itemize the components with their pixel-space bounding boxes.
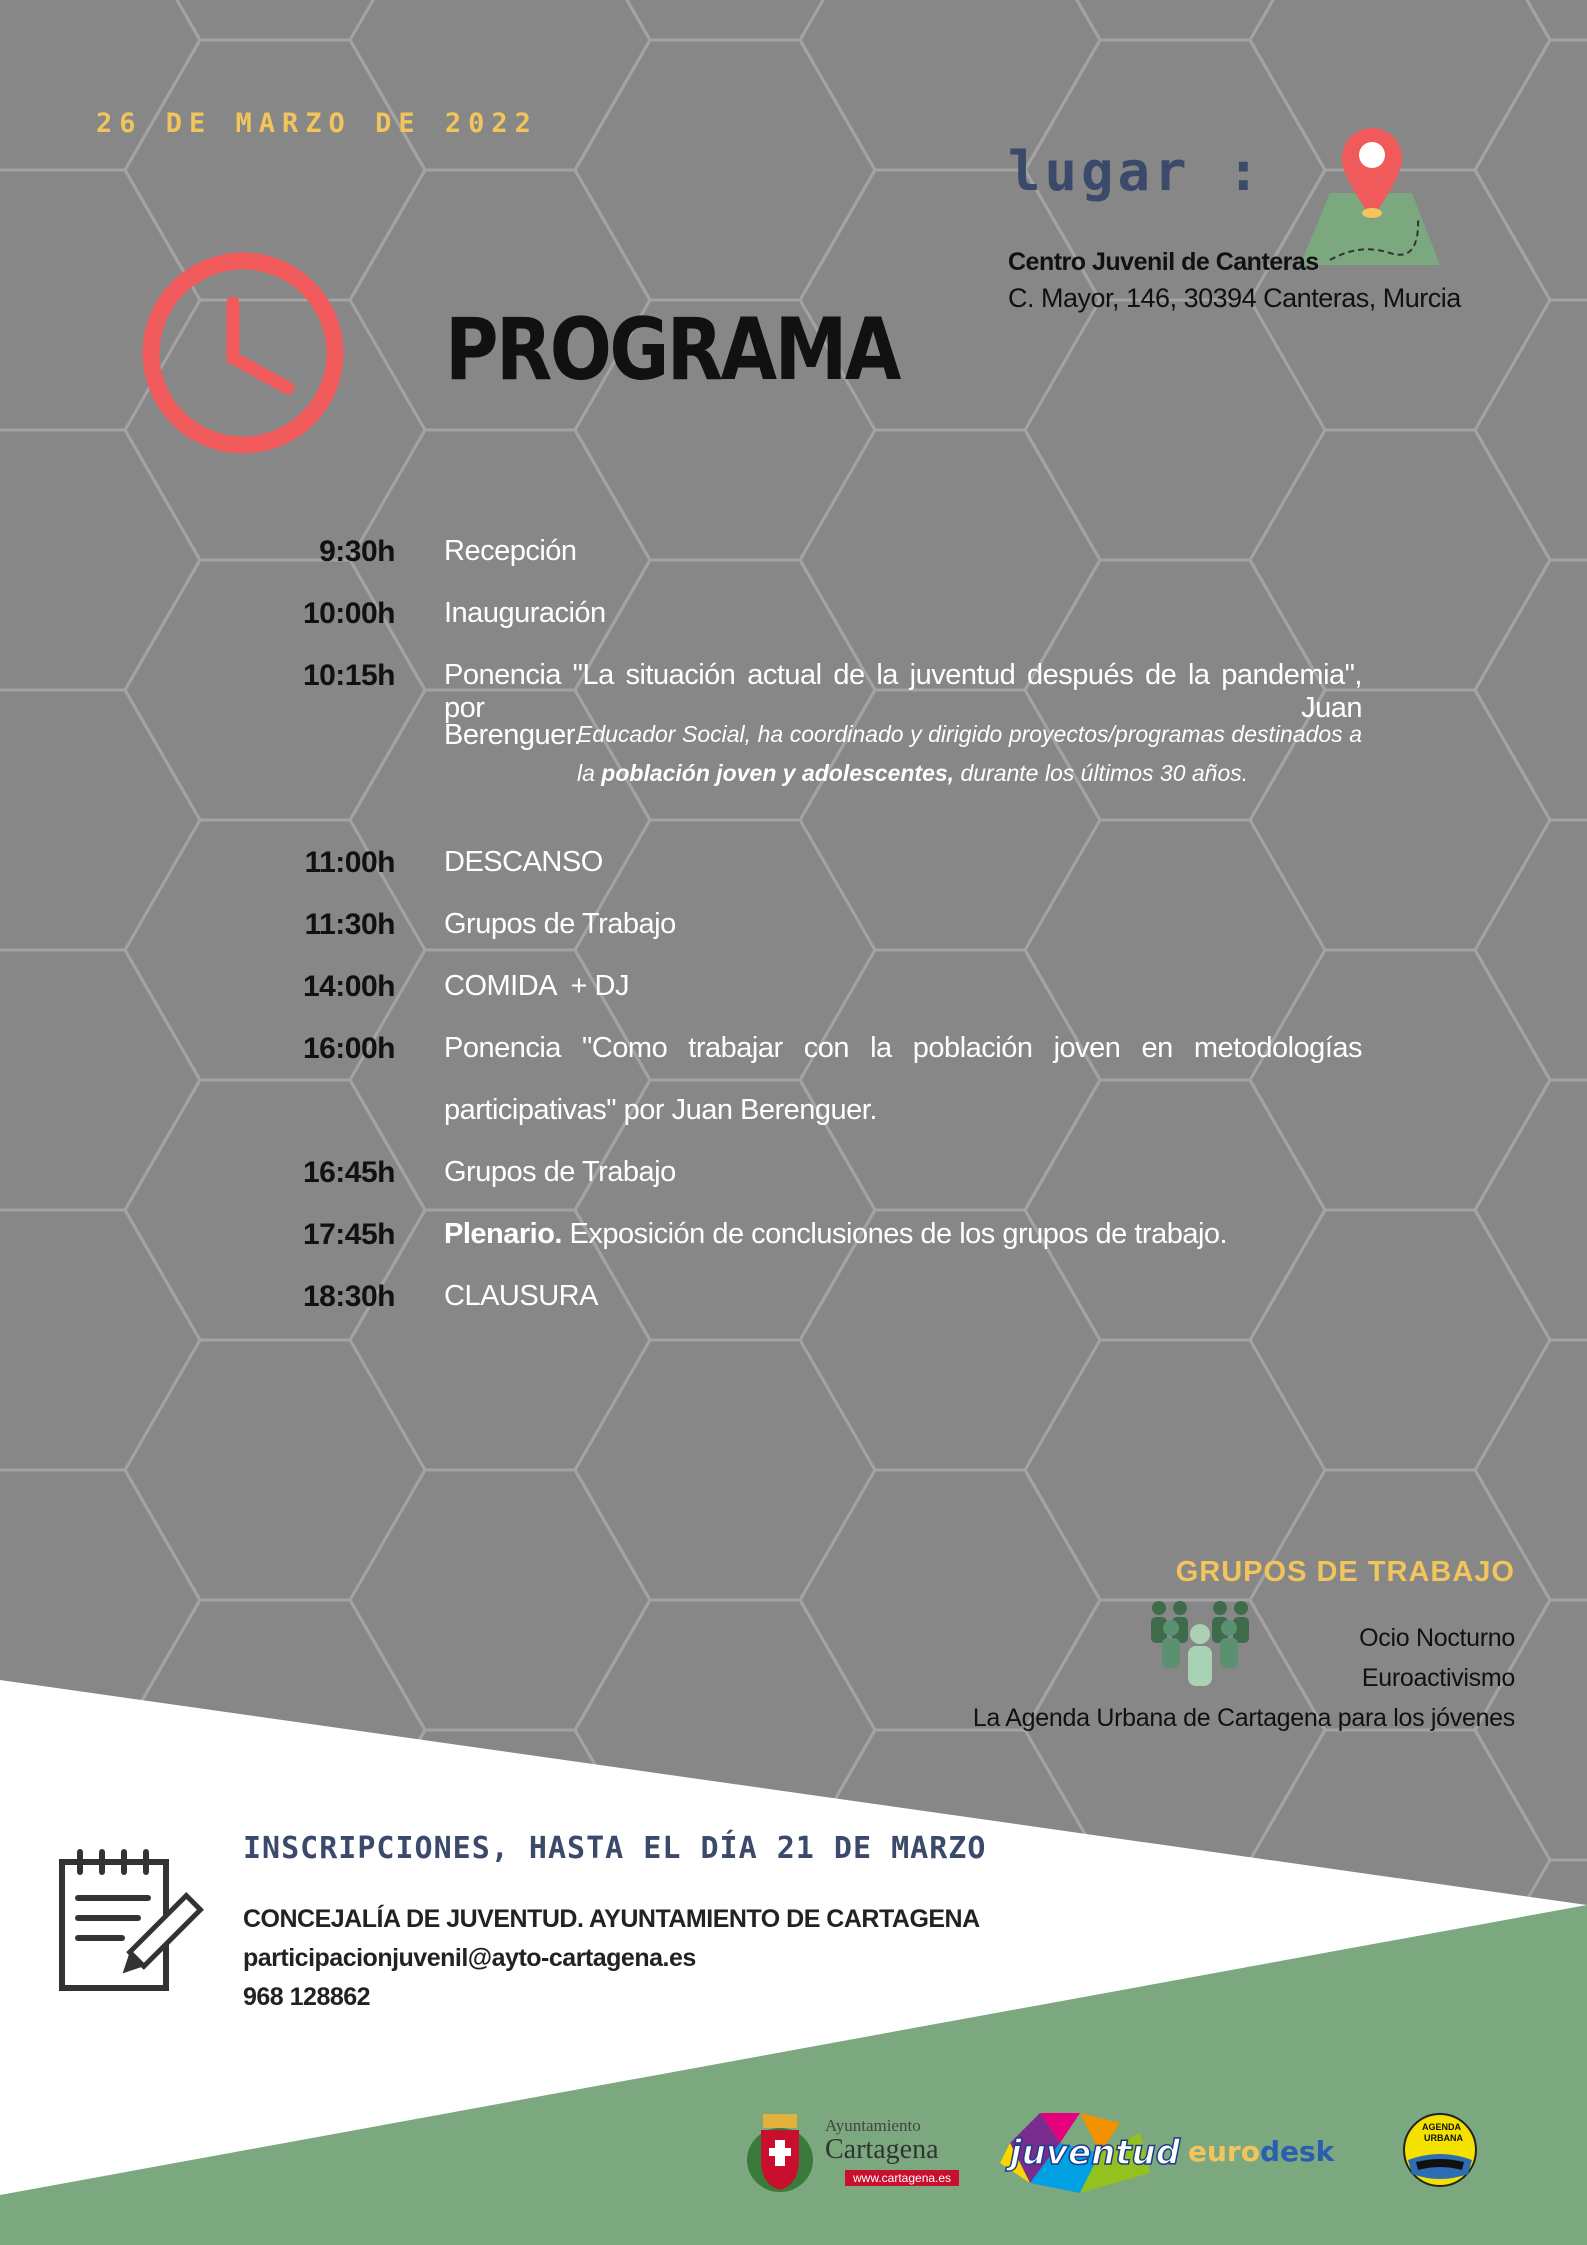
item-7: Grupos de Trabajo [444, 1156, 676, 1188]
item-9: CLAUSURA [444, 1280, 598, 1312]
grupo-item-1: Euroactivismo [1361, 1664, 1515, 1692]
item-2: Ponencia "La situación actual de la juventud después de la pandemia", por Juan [444, 659, 1362, 724]
item-2-cont: Berenguer. [444, 719, 581, 751]
time-5: 14:00h [302, 970, 395, 1003]
contact-phone: 968 128862 [243, 1983, 371, 2011]
grupo-item-2: La Agenda Urbana de Cartagena para los jóvenes [972, 1704, 1515, 1732]
contact-email[interactable]: participacionjuvenil@ayto-cartagena.es [243, 1944, 696, 1972]
lugar-title: lugar : [1008, 140, 1264, 203]
clipboard-pencil-icon [58, 1848, 204, 1994]
item-6: Ponencia "Como trabajar con la población joven en metodologías [444, 1032, 1362, 1064]
speaker-note: Educador Social, ha coordinado y dirigido proyectos/programas destinados a la población joven y adolescentes, durante los últimos 30 años. [577, 721, 1362, 786]
item-1: Inauguración [444, 597, 606, 629]
item-6-cont: participativas" por Juan Berenguer. [444, 1094, 877, 1126]
eurodesk-euro: euro [1188, 2135, 1260, 2168]
time-0: 9:30h [319, 535, 395, 568]
time-7: 16:45h [302, 1156, 395, 1189]
venue-address: C. Mayor, 146, 30394 Canteras, Murcia [1008, 283, 1461, 313]
coat-of-arms-icon [745, 2110, 815, 2194]
ayuntamiento-logo [745, 2110, 957, 2194]
item-8-bold: Plenario. [444, 1218, 562, 1250]
ayto-url: www.cartagena.es [845, 2170, 959, 2186]
item-0: Recepción [444, 535, 577, 567]
time-1: 10:00h [302, 597, 395, 630]
inscripciones-title: INSCRIPCIONES, HASTA EL DÍA 21 DE MARZO [243, 1831, 987, 1866]
time-8: 17:45h [302, 1218, 395, 1251]
time-6: 16:00h [302, 1032, 395, 1065]
grupos-title: GRUPOS DE TRABAJO [1175, 1556, 1515, 1588]
ayto-line2: Cartagena [825, 2134, 939, 2165]
event-date: 26 DE MARZO DE 2022 [96, 108, 538, 139]
item-3: DESCANSO [444, 846, 603, 878]
eurodesk-desk: desk [1259, 2135, 1335, 2168]
agenda-urbana-logo [1402, 2112, 1478, 2188]
item-8 [444, 1218, 1362, 1251]
org-name: CONCEJALÍA DE JUVENTUD. AYUNTAMIENTO DE CARTAGENA [243, 1905, 980, 1933]
time-3: 11:00h [304, 846, 395, 879]
item-5: COMIDA + DJ [444, 970, 629, 1002]
agenda-line1: AGENDA [1422, 2122, 1462, 2132]
clock-icon [138, 248, 348, 458]
programa-title: PROGRAMA [445, 300, 899, 400]
time-9: 18:30h [302, 1280, 395, 1313]
map-pin-icon [1290, 125, 1450, 267]
agenda-line2: URBANA [1424, 2133, 1463, 2143]
group-people-icon [1147, 1600, 1253, 1690]
grupo-item-0: Ocio Nocturno [1359, 1624, 1515, 1652]
time-2: 10:15h [302, 659, 395, 692]
ayto-line1: Ayuntamiento [825, 2116, 921, 2135]
item-4: Grupos de Trabajo [444, 908, 676, 940]
time-4: 11:30h [304, 908, 395, 941]
item-8-text: Exposición de conclusiones de los grupos de trabajo. [562, 1218, 1228, 1250]
venue-name: Centro Juvenil de Canteras [1008, 248, 1319, 276]
juventud-logo [1000, 2113, 1181, 2193]
juventud-text: juventud [1010, 2133, 1181, 2173]
eurodesk-logo [1188, 2135, 1334, 2168]
